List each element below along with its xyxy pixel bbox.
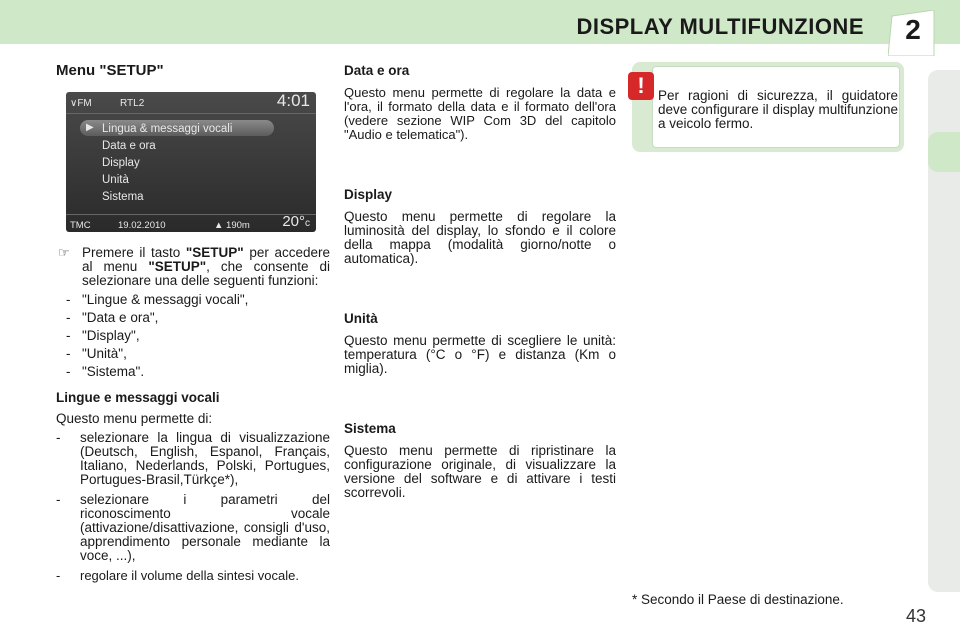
menu-setup-title: Menu "SETUP" <box>56 62 164 79</box>
lingue-lead: Questo menu permette di: <box>56 411 213 426</box>
screen-bottom-bar <box>66 214 316 232</box>
sistema-title: Sistema <box>344 421 396 436</box>
column-left <box>56 64 330 589</box>
side-rail-active-marker <box>928 132 960 172</box>
list-item: - selezionare la lingua di visualizzazione (Deutsch, English, Espanol, Français, Italiano, Nederlands, Polski, Portugues, Portugues-Brasil,Türkçe*), <box>56 431 330 487</box>
list-item: - regolare il volume della sintesi vocale. <box>56 569 330 583</box>
section-unita <box>344 312 616 376</box>
section-display <box>344 188 616 266</box>
warning-icon: ! <box>628 72 654 100</box>
lingue-list <box>56 431 330 583</box>
list-item: - "Display", <box>66 329 330 343</box>
list-item: - selezionare i parametri del riconoscimento vocale (attivazione/disattivazione, consigli d'uso, apprendimento personale mediante la voce, ...), <box>56 493 330 563</box>
setup-options-list <box>66 293 330 379</box>
warning-text: Per ragioni di sicurezza, il guidatore deve configurare il display multifunzione a veicolo fermo. <box>658 88 898 131</box>
page-title: DISPLAY MULTIFUNZIONE <box>576 14 864 39</box>
lingue-title: Lingue e messaggi vocali <box>56 390 220 405</box>
chapter-number: 2 <box>905 14 921 45</box>
setup-instructions: ☞ Premere il tasto "SETUP" per accedere al menu "SETUP", che consente di selezionare una delle seguenti funzioni: <box>58 245 330 288</box>
screen-menu-item: Display <box>102 157 140 169</box>
display-screen-photo <box>66 92 316 232</box>
screen-distance: ▲ 190m <box>214 220 250 231</box>
screen-menu-item: Sistema <box>102 191 144 203</box>
unita-text: Questo menu permette di scegliere le unità: temperatura (°C o °F) e distanza (Km o miglia). <box>344 333 616 376</box>
screen-clock: 4:01 <box>276 92 310 110</box>
screen-station: RTL2 <box>120 98 145 109</box>
screen-temperature: 20°c <box>282 213 310 230</box>
column-middle <box>344 64 616 546</box>
screen-menu-item: Unità <box>102 174 129 186</box>
screen-status-bar <box>66 92 316 114</box>
section-sistema <box>344 422 616 500</box>
footnote: * Secondo il Paese di destinazione. <box>632 592 844 607</box>
data-ora-text: Questo menu permette di regolare la data e l'ora, il formato della data e il formato dell'ora (vedere sezione WIP Com 3D del capitolo "Audio e telematica"). <box>344 85 616 142</box>
display-text: Questo menu permette di regolare la luminosità del display, lo sfondo e il colore della mappa (modalità giorno/notte o automatica). <box>344 209 616 266</box>
screen-menu-item: Data e ora <box>102 140 156 152</box>
data-ora-title: Data e ora <box>344 63 410 78</box>
list-item: - "Data e ora", <box>66 311 330 325</box>
display-title: Display <box>344 187 393 202</box>
section-data-ora <box>344 64 616 142</box>
list-item: - "Unità", <box>66 347 330 361</box>
list-item: - "Lingue & messaggi vocali", <box>66 293 330 307</box>
page-number: 43 <box>906 606 927 626</box>
screen-menu-item: Lingua & messaggi vocali <box>102 123 233 135</box>
unita-title: Unità <box>344 311 378 326</box>
screen-tmc: TMC <box>70 220 91 231</box>
sistema-text: Questo menu permette di ripristinare la configurazione originale, di visualizzare la versione del software e di attivare i testi scorrevoli. <box>344 443 616 500</box>
screen-source: ∨​FM <box>70 98 92 109</box>
list-item: - "Sistema". <box>66 365 330 379</box>
chapter-tab <box>888 10 938 56</box>
screen-date: 19.02.2010 <box>118 220 166 231</box>
screen-menu-icon: ▶ <box>86 122 94 133</box>
hand-pointer-icon: ☞ <box>58 245 70 260</box>
